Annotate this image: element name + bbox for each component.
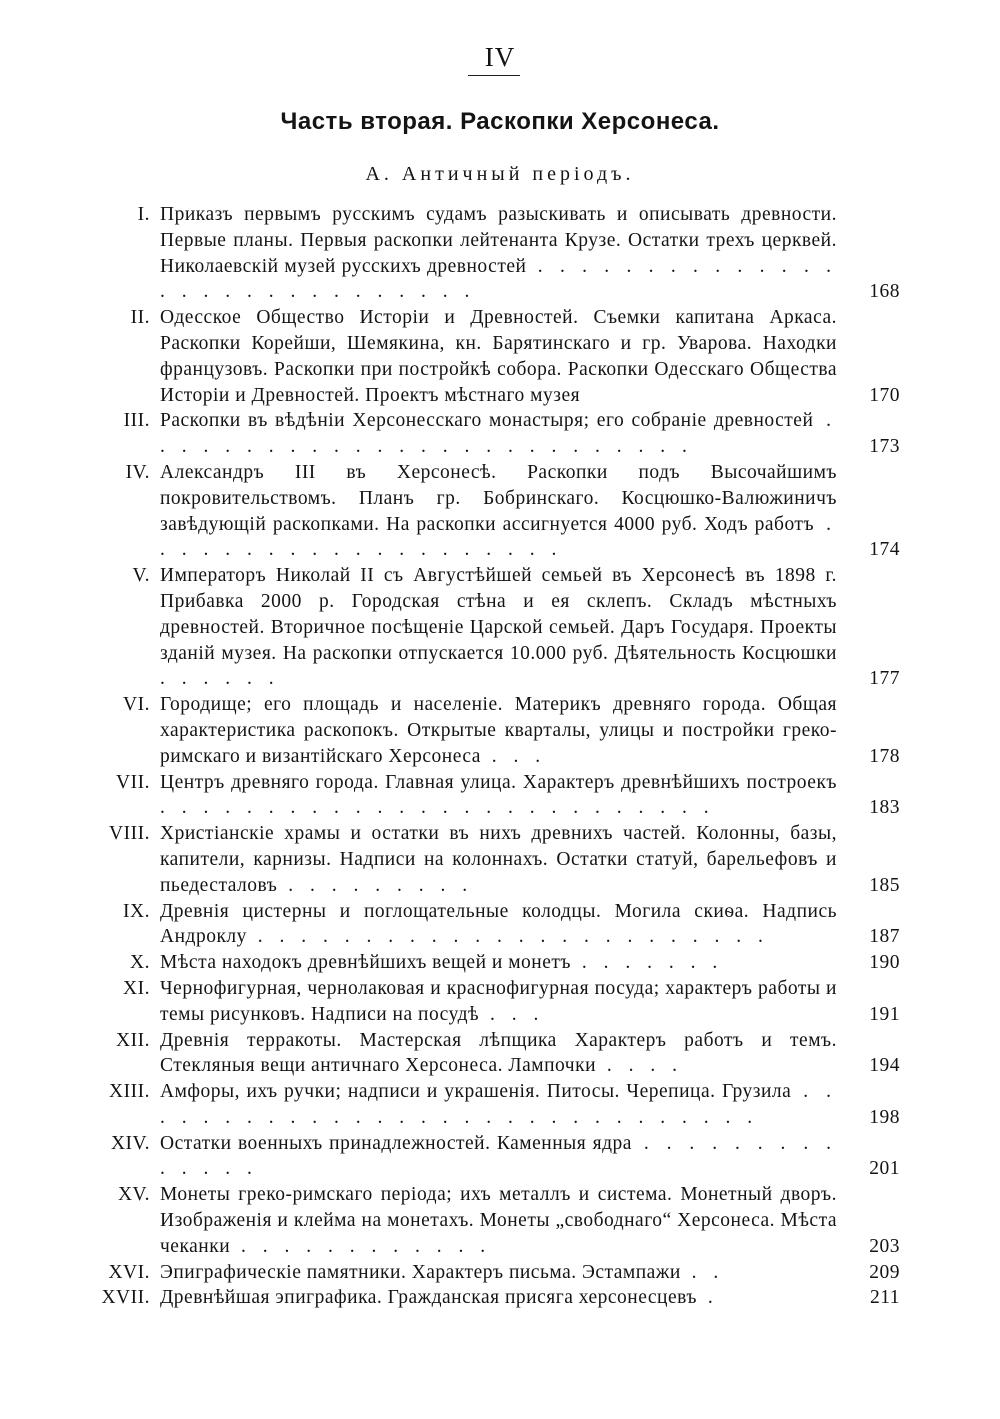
- toc-entry: [0, 563, 1000, 692]
- entry-number: IX.: [123, 900, 150, 922]
- entry-text: Мѣста находокъ древнѣйшихъ вещей и монетъ: [160, 952, 571, 974]
- toc-entry: [0, 1182, 1000, 1259]
- table-of-contents: [0, 202, 1000, 1311]
- entry-page: 183: [869, 797, 900, 819]
- leader-dots: . . . . . .: [160, 668, 280, 690]
- section-title: А. Античный періодъ.: [365, 163, 635, 185]
- entry-page: 191: [869, 1003, 900, 1025]
- leader-dots: . .: [680, 1261, 725, 1283]
- entry-text: Эпиграфическіе памятники. Характеръ письма. Эстампажи: [160, 1261, 681, 1283]
- entry-text: Центръ древняго города. Главная улица. Характеръ древнѣйшихъ построекъ: [160, 771, 837, 793]
- toc-entry: [0, 976, 1000, 1028]
- entry-number: I.: [137, 204, 150, 225]
- leader-dots: . . . . . . . . . . . . . . . . . . . . . . . . . .: [160, 797, 715, 819]
- entry-number: VI.: [123, 694, 150, 716]
- entry-page: 209: [869, 1261, 900, 1283]
- leader-dots: . . . . . . . . . . . .: [230, 1235, 492, 1257]
- entry-page: 201: [869, 1158, 900, 1180]
- leader-dots: . . . . . . . . . . . . . . . . . . . .: [160, 513, 837, 561]
- entry-number: V.: [132, 565, 150, 587]
- toc-entry: [0, 899, 1000, 951]
- entry-text: Амфоры, ихъ ручки; надписи и украшенія. Питосы. Черепица. Грузила: [160, 1081, 792, 1103]
- leader-dots: . . . . . . . . .: [277, 874, 474, 896]
- leader-dots: . . . . . . .: [571, 952, 724, 974]
- toc-entry: [0, 202, 1000, 305]
- toc-entry: [0, 1285, 1000, 1311]
- toc-entry: [0, 305, 1000, 408]
- toc-entry: [0, 1028, 1000, 1080]
- leader-dots: . . .: [480, 745, 547, 767]
- entry-page: 187: [869, 926, 900, 948]
- part-title: Часть вторая. Раскопки Херсонеса.: [280, 108, 720, 135]
- entry-text: Монеты греко-римскаго періода; ихъ металлъ и система. Монетный дворъ. Изображенія и клейма на монетахъ. Монеты „свободнаго“ Херсонеса. Мѣста чеканки: [160, 1184, 837, 1257]
- entry-page: 211: [869, 1287, 900, 1309]
- entry-number: XIII.: [109, 1081, 150, 1103]
- toc-entry: [0, 1131, 1000, 1183]
- entry-number: XI.: [123, 977, 150, 999]
- entry-page: 173: [869, 436, 900, 458]
- toc-entry: [0, 692, 1000, 769]
- entry-number: IV.: [125, 461, 150, 483]
- entry-page: 168: [869, 281, 900, 303]
- entry-page: 174: [869, 539, 900, 561]
- entry-number: II.: [130, 307, 150, 329]
- entry-page: 170: [869, 384, 900, 406]
- entry-text: Александръ III въ Херсонесѣ. Раскопки подъ Высочайшимъ покровительствомъ. Планъ гр. Бобринскаго. Косцюшко-Валюжиничъ завѣдующій раскопками. На раскопки ассигнуется 4000 руб. Ходъ работъ: [160, 461, 837, 535]
- entry-number: VII.: [116, 771, 150, 793]
- entry-page: 177: [869, 668, 900, 690]
- entry-number: XIV.: [110, 1132, 150, 1154]
- toc-entry: [0, 460, 1000, 563]
- entry-text: Раскопки въ вѣдѣніи Херсонесскаго монастыря; его собраніе древностей: [160, 410, 814, 432]
- page-number: IV: [484, 42, 516, 72]
- entry-text: Древнія терракоты. Мастерская лѣпщика Характеръ работъ и темъ. Стекляныя вещи античнаго Херсонеса. Лампочки: [160, 1029, 837, 1077]
- toc-entry: [0, 408, 1000, 460]
- leader-dots: .: [696, 1287, 719, 1309]
- leader-dots: . . . . . . . . . . . . . .: [160, 1132, 837, 1180]
- entry-page: 178: [869, 745, 900, 767]
- entry-text: Древнія цистерны и поглощательные колодцы. Могила скиѳа. Надпись Андроклу: [160, 900, 837, 948]
- entry-page: 190: [869, 952, 900, 974]
- entry-text: Приказъ первымъ русскимъ судамъ разыскивать и описывать древности. Первые планы. Первыя раскопки лейтенанта Крузе. Остатки трехъ церквей. Николаевскій музей русскихъ древностей: [160, 204, 837, 277]
- entry-number: XV.: [117, 1184, 150, 1206]
- entry-text: Одесское Общество Исторіи и Древностей. Съемки капитана Аркаса. Раскопки Корейши, Шемякина, кн. Барятинскаго и гр. Уварова. Находки французовъ. Раскопки при постройкѣ собора. Раскопки Одесскаго Общества Исторіи и Древностей. Проектъ мѣстнаго музея: [160, 307, 837, 406]
- toc-entry: [0, 1079, 1000, 1131]
- entry-number: VIII.: [109, 823, 150, 845]
- entry-text: Остатки военныхъ принадлежностей. Каменныя ядра: [160, 1132, 632, 1154]
- entry-page: 185: [869, 874, 900, 896]
- entry-text: Чернофигурная, чернолаковая и краснофигурная посуда; характеръ работы и темы рисунковъ. Надписи на посудѣ: [160, 977, 837, 1025]
- leader-dots: . . . . . . . . . . . . . . . . . . . . . . . . . . . . .: [160, 255, 838, 303]
- leader-dots: . . .: [479, 1003, 545, 1025]
- toc-entry: [0, 1260, 1000, 1286]
- leader-dots: . . . . . . . . . . . . . . . . . . . . . . . . . . . . . .: [160, 1081, 838, 1128]
- entry-page: 194: [869, 1055, 900, 1077]
- toc-entry: [0, 770, 1000, 822]
- entry-text: Христіанскіе храмы и остатки въ нихъ древнихъ частей. Колонны, базы, капители, карнизы. Надписи на колоннахъ. Остатки статуй, барельефовъ и пьедесталовъ: [160, 823, 837, 896]
- entry-number: III.: [123, 410, 150, 432]
- leader-dots: . . . . . . . . . . . . . . . . . . . . . . . .: [246, 926, 769, 948]
- entry-number: XII.: [116, 1029, 150, 1051]
- leader-dots: . . . . . . . . . . . . . . . . . . . . . . . . . .: [160, 410, 838, 458]
- entry-text: Городище; его площадь и населеніе. Материкъ древняго города. Общая характеристика раскопокъ. Открытые кварталы, улицы и постройки греко-римскаго и византійскаго Херсонеса: [160, 694, 837, 767]
- page-number-underline: [468, 75, 520, 76]
- entry-number: XVI.: [108, 1261, 150, 1283]
- toc-entry: [0, 950, 1000, 976]
- leader-dots: . . . .: [596, 1055, 684, 1077]
- entry-page: 203: [869, 1235, 900, 1257]
- toc-entry: [0, 821, 1000, 898]
- entry-text: Древнѣйшая эпиграфика. Гражданская присяга херсонесцевъ: [160, 1287, 697, 1309]
- entry-page: 198: [869, 1106, 900, 1128]
- entry-text: Императоръ Николай II съ Августѣйшей семьей въ Херсонесѣ въ 1898 г. Прибавка 2000 р. Городская стѣна и ея склепъ. Складъ мѣстныхъ древностей. Вторичное посѣщеніе Царской семьей. Даръ Государя. Проекты зданій музея. На раскопки отпускается 10.000 руб. Дѣятельность Косцюшки: [160, 565, 837, 664]
- entry-number: X.: [130, 952, 150, 974]
- entry-number: XVII.: [101, 1287, 150, 1309]
